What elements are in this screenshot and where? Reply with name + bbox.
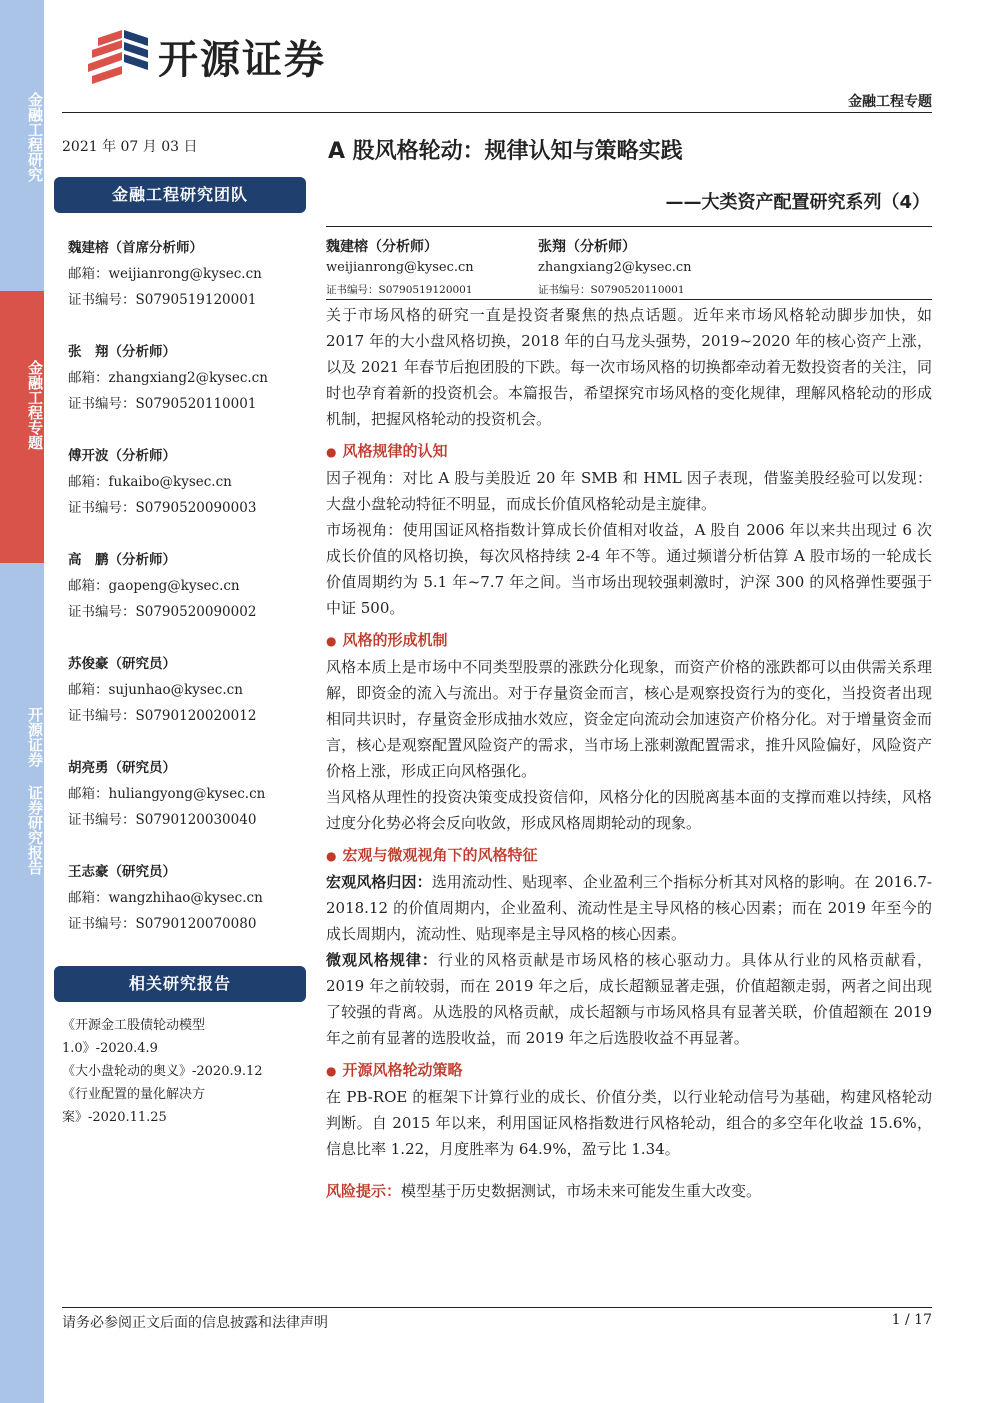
member-email[interactable]: 邮箱：weijianrong@kysec.cn xyxy=(68,266,262,282)
member-cert: 证书编号：S0790120020012 xyxy=(68,708,257,724)
body-paragraph xyxy=(326,947,932,1051)
related-banner: 相关研究报告 xyxy=(54,966,306,1002)
logo-icon xyxy=(88,30,150,84)
body-paragraph: 风格本质上是市场中不同类型股票的涨跌分化现象，而资产价格的涨跌都可以由供需关系理解，即资金的流入与流出。对于存量资金而言，核心是观察投资行为的变化，当投资者出现相同共识时，存量资金形成抽水效应，资金定向流动会加速资产价格分化。对于增量资金而言，核心是观察配置风险资产的需求，当市场上涨刺激配置需求，推升风险偏好，风险资产价格上涨，形成正向风格强化。 xyxy=(326,658,932,780)
paragraph-text: 行业的风格贡献是市场风格的核心驱动力。具体从行业的风格贡献看，2019 年之前较弱，而在 2019 年之后，成长超额显著走强，价值超额走弱，两者之间出现了较强的背离。从选股的风格贡献，成长超额与市场风格具有显著关联，价值超额在 2019 年之前有显著的选股收益，而 2019 年之后选股收益不再显著。 xyxy=(326,951,932,1047)
paragraph-text: 选用流动性、贴现率、企业盈利三个指标分析其对风格的影响。在 2016.7-2018.12 的价值周期内，企业盈利、流动性是主导风格的核心因素；而在 2019 年至今的成长周期内，流动性、贴现率是主导风格的核心因素。 xyxy=(326,873,932,943)
related-reports xyxy=(62,1014,302,1129)
member-email[interactable]: 邮箱：sujunhao@kysec.cn xyxy=(68,682,243,698)
author-block xyxy=(326,236,474,297)
section-heading: ● 风格规律的认知 xyxy=(326,438,932,465)
member-email[interactable]: 邮箱：wangzhihao@kysec.cn xyxy=(68,890,263,906)
sidebar-top-label: 金融工程研究 xyxy=(26,92,44,182)
paragraph-label: 宏观风格归因： xyxy=(326,873,432,891)
page-number: 1 / 17 xyxy=(891,1312,932,1328)
team-member xyxy=(68,756,308,834)
member-name: 王志豪（研究员） xyxy=(68,864,176,880)
member-name: 魏建榕（首席分析师） xyxy=(68,240,203,256)
author-email[interactable]: weijianrong@kysec.cn xyxy=(326,260,474,275)
member-email[interactable]: 邮箱：gaopeng@kysec.cn xyxy=(68,578,240,594)
author-email[interactable]: zhangxiang2@kysec.cn xyxy=(538,260,692,275)
member-name: 苏俊豪（研究员） xyxy=(68,656,176,672)
member-cert: 证书编号：S0790519120001 xyxy=(68,292,257,308)
related-report-item[interactable]: 《开源金工股债轮动模型 1.0》-2020.4.9 xyxy=(62,1018,206,1056)
author-cert: 证书编号：S0790519120001 xyxy=(326,284,473,296)
member-name: 傅开波（分析师） xyxy=(68,448,176,464)
doc-type: 金融工程专题 xyxy=(848,94,932,110)
related-report-item[interactable]: 《行业配置的量化解决方案》-2020.11.25 xyxy=(62,1087,206,1125)
section-heading: ● 风格的形成机制 xyxy=(326,627,932,654)
author-name: 张翔（分析师） xyxy=(538,239,636,255)
author-block xyxy=(538,236,692,297)
member-name: 高 鹏（分析师） xyxy=(68,552,176,568)
paragraph-label: 微观风格规律： xyxy=(326,951,438,969)
report-subtitle: ——大类资产配置研究系列（4） xyxy=(665,192,930,213)
member-cert: 证书编号：S0790520110001 xyxy=(68,396,257,412)
member-email[interactable]: 邮箱：fukaibo@kysec.cn xyxy=(68,474,232,490)
author-divider xyxy=(326,299,932,300)
body-paragraph: 当风格从理性的投资决策变成投资信仰，风格分化的因脱离基本面的支撑而难以持续，风格过度分化势必将会反向收敛，形成风格周期轮动的现象。 xyxy=(326,788,932,832)
title-divider xyxy=(326,226,932,227)
footer-divider xyxy=(62,1307,932,1308)
report-body xyxy=(326,302,932,1204)
team-member xyxy=(68,340,308,418)
footer-disclaimer: 请务必参阅正文后面的信息披露和法律声明 xyxy=(62,1315,328,1331)
section-heading: ● 开源风格轮动策略 xyxy=(326,1057,932,1084)
member-cert: 证书编号：S0790120070080 xyxy=(68,916,257,932)
member-email[interactable]: 邮箱：huliangyong@kysec.cn xyxy=(68,786,266,802)
brand-name: 开源证券 xyxy=(158,37,326,83)
report-date: 2021 年 07 月 03 日 xyxy=(62,139,198,155)
body-paragraph xyxy=(326,869,932,947)
team-banner: 金融工程研究团队 xyxy=(54,177,306,213)
section-heading: ● 宏观与微观视角下的风格特征 xyxy=(326,842,932,869)
body-paragraph: 市场视角：使用国证风格指数计算成长价值相对收益，A 股自 2006 年以来共出现过 6 次成长价值的风格切换，每次风格持续 2-4 年不等。通过频谱分析估算 A 股市场的一轮成长价值周期约为 5.1 年~7.7 年之间。当市场出现较强刺激时，沪深 300 的风格弹性要强于中证 500。 xyxy=(326,521,932,617)
team-member xyxy=(68,860,308,938)
sidebar xyxy=(0,0,44,1403)
brand-logo xyxy=(88,28,326,85)
report-title: A 股风格轮动：规律认知与策略实践 xyxy=(328,139,683,164)
member-name: 胡亮勇（研究员） xyxy=(68,760,176,776)
sidebar-bottom-label: 开源证券 证券研究报告 xyxy=(26,707,44,875)
author-name: 魏建榕（分析师） xyxy=(326,239,438,255)
sidebar-middle-label: 金融工程专题 xyxy=(26,360,44,450)
risk-text: 模型基于历史数据测试，市场未来可能发生重大改变。 xyxy=(401,1182,762,1200)
risk-note xyxy=(326,1178,932,1204)
member-email[interactable]: 邮箱：zhangxiang2@kysec.cn xyxy=(68,370,268,386)
member-cert: 证书编号：S0790520090002 xyxy=(68,604,257,620)
member-cert: 证书编号：S0790120030040 xyxy=(68,812,257,828)
header-divider xyxy=(62,112,932,113)
team-member xyxy=(68,548,308,626)
related-report-item[interactable]: 《大小盘轮动的奥义》-2020.9.12 xyxy=(62,1064,263,1079)
risk-label: 风险提示： xyxy=(326,1182,402,1200)
body-paragraph: 在 PB-ROE 的框架下计算行业的成长、价值分类，以行业轮动信号为基础，构建风格轮动判断。自 2015 年以来，利用国证风格指数进行风格轮动，组合的多空年化收益 15.6%，信息比率 1.22，月度胜率为 64.9%，盈亏比 1.34。 xyxy=(326,1088,932,1158)
member-cert: 证书编号：S0790520090003 xyxy=(68,500,257,516)
member-name: 张 翔（分析师） xyxy=(68,344,176,360)
intro-paragraph: 关于市场风格的研究一直是投资者聚焦的热点话题。近年来市场风格轮动脚步加快，如 2017 年的大小盘风格切换，2018 年的白马龙头强势，2019~2020 年的核心资产上涨，以及 2021 年春节后抱团股的下跌。每一次市场风格的切换都牵动着无数投资者的关注，同时也孕育着新的投资机会。本篇报告，希望探究市场风格的变化规律，理解风格轮动的形成机制，把握风格轮动的投资机会。 xyxy=(326,306,932,428)
team-member xyxy=(68,444,308,522)
author-cert: 证书编号：S0790520110001 xyxy=(538,284,685,296)
body-paragraph: 因子视角：对比 A 股与美股近 20 年 SMB 和 HML 因子表现，借鉴美股经验可以发现：大盘小盘轮动特征不明显，而成长价值风格轮动是主旋律。 xyxy=(326,469,932,513)
team-member xyxy=(68,236,308,314)
team-member xyxy=(68,652,308,730)
